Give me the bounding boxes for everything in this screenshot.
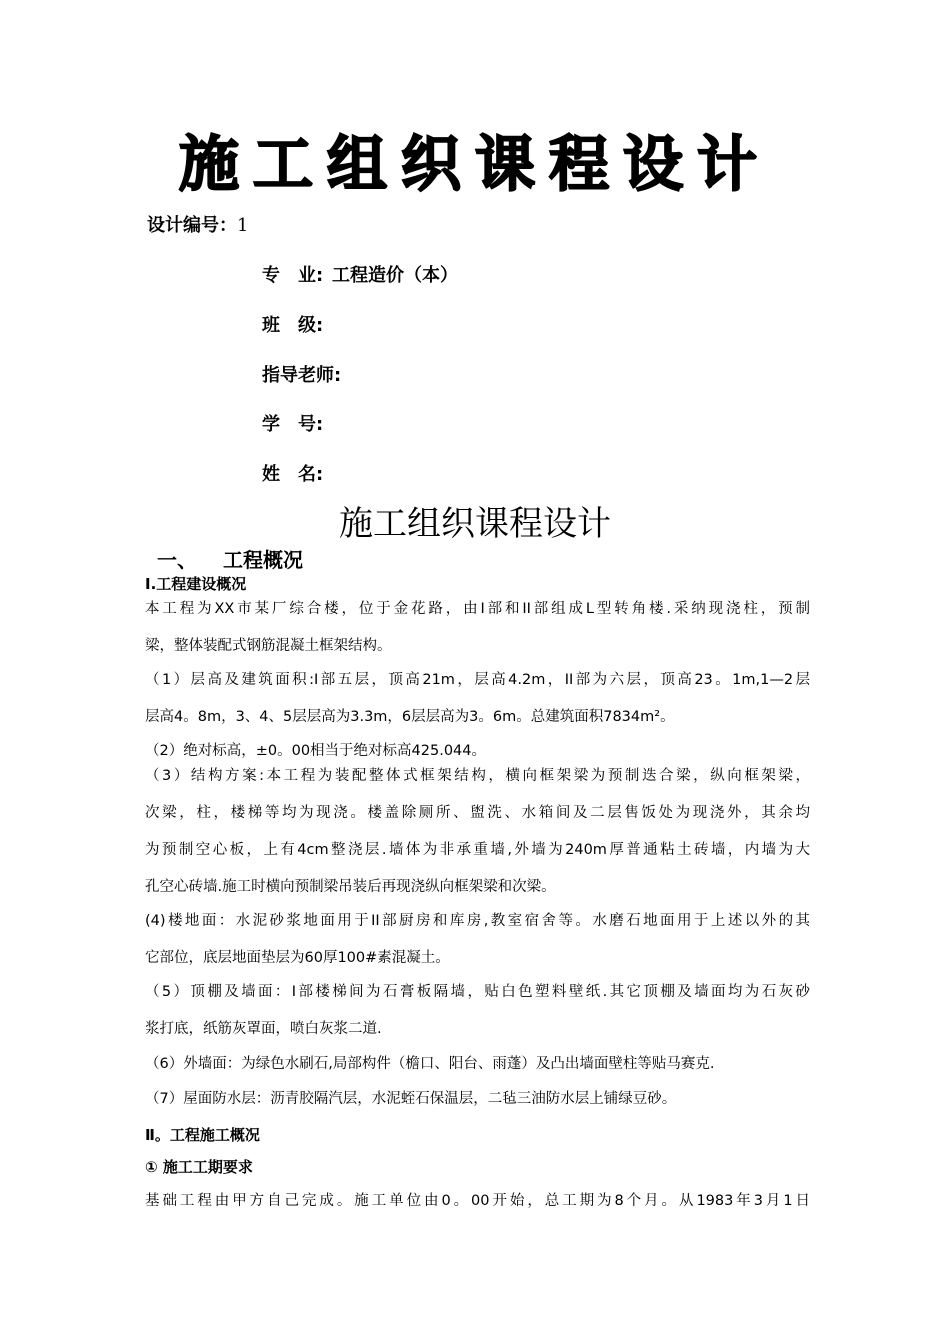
field-label: 学 号: — [262, 414, 324, 435]
text-line: 浆打底，纸筋灰罩面，喷白灰浆二道. — [145, 1021, 382, 1037]
subsection-heading: Ⅰ.工程建设概况 — [145, 575, 247, 593]
field-major — [262, 262, 458, 290]
text-line: 梁，整体装配式钢筋混凝土框架结构。 — [145, 638, 392, 654]
text-line: （3）结构方案:本工程为装配整体式框架结构，横向框架梁为预制迭合梁，纵向框架梁， — [145, 768, 810, 784]
cover-title: 施工组织课程设计 — [179, 130, 771, 200]
section-number: 一、 — [157, 548, 197, 572]
field-value: 工程造价（本） — [332, 265, 458, 286]
text-line: （2）绝对标高，±0。00相当于绝对标高425.044。 — [145, 743, 487, 759]
field-advisor — [262, 362, 356, 390]
field-label: 姓 名: — [262, 464, 324, 485]
text-line: （7）屋面防水层：沥青胶隔汽层，水泥蛭石保温层，二毡三油防水层上铺绿豆砂。 — [145, 1091, 677, 1107]
schedule-paragraph — [145, 1190, 810, 1216]
text-line: 层高4。8m，3、4、5层层高为3.3m，6层层高为3。6m。总建筑面积7834m²。 — [145, 709, 675, 725]
text-line: (4)楼地面：水泥砂浆地面用于II部厨房和库房,教室宿舍等。水磨石地面用于上述以外的其 — [145, 913, 810, 929]
text-line: 本工程为XX市某厂综合楼，位于金花路，由I部和II部组成L型转角楼.采纳现浇柱，预制 — [145, 601, 810, 617]
design-number-label: 设计编号： — [147, 215, 237, 236]
design-number-value: 1 — [237, 215, 249, 236]
section-heading — [157, 546, 303, 574]
item-7-paragraph — [145, 1088, 810, 1114]
item-4-paragraph — [145, 910, 810, 973]
design-number — [147, 212, 248, 240]
field-class — [262, 312, 332, 340]
item-1-paragraph — [145, 669, 810, 732]
text-line: 基础工程由甲方自己完成。施工单位由0。00开始，总工期为8个月。从1983年3月1日 — [145, 1193, 810, 1209]
text-line: （1）层高及建筑面积:I部五层，顶高21m，层高4.2m，II部为六层，顶高23。1m,1—2层 — [145, 672, 810, 688]
field-student-id — [262, 411, 332, 439]
section-title: 工程概况 — [223, 548, 303, 572]
text-line: （5）顶棚及墙面：I部楼梯间为石膏板隔墙，贴白色塑料壁纸.其它顶棚及墙面均为石灰砂 — [145, 984, 810, 1000]
text-line: 次梁，柱，楼梯等均为现浇。楼盖除厕所、盥洗、水箱间及二层售饭处为现浇外，其余均 — [145, 805, 810, 821]
intro-paragraph — [145, 598, 810, 661]
item-3-paragraph — [145, 765, 810, 902]
field-label: 指导老师: — [262, 365, 342, 386]
text-line: 它部位，底层地面垫层为60厚100#素混凝土。 — [145, 950, 450, 966]
item-2-paragraph — [145, 740, 810, 766]
item-5-paragraph — [145, 981, 810, 1044]
field-label: 专 业: — [262, 265, 324, 286]
text-line: 孔空心砖墙.施工时横向预制梁吊装后再现浇纵向框架梁和次梁。 — [145, 879, 556, 895]
item-6-paragraph — [145, 1053, 810, 1079]
field-name — [262, 461, 332, 489]
document-title: 施工组织课程设计 — [339, 504, 611, 544]
text-line: （6）外墙面：为绿色水刷石,局部构件（檐口、阳台、雨蓬）及凸出墙面壁柱等贴马赛克. — [145, 1056, 715, 1072]
sub-item-heading: ① 施工工期要求 — [145, 1158, 253, 1176]
field-label: 班 级: — [262, 315, 324, 336]
text-line: 为预制空心板，上有4cm整浇层.墙体为非承重墙,外墙为240m厚普通粘土砖墙，内墙为大 — [145, 842, 810, 858]
subsection-heading-2: Ⅱ。工程施工概况 — [145, 1126, 260, 1144]
